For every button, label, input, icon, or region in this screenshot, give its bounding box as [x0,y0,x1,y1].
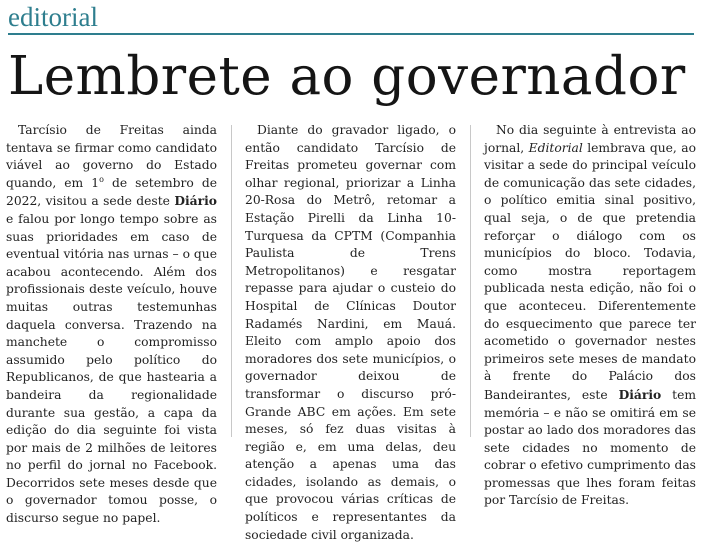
section-rule [8,33,694,35]
article-paragraph [245,122,456,544]
text-run: tem memória – e não se omitirá em se postar ao lado dos moradores das sete cidades no momento de cobrar o efetivo cumprimento das promessas que lhes foram feitas por Tarcísio de Freitas. [484,387,697,508]
text-run: Tarcísio de Freitas ainda tentava se firmar como candidato viável ao governo do Estado quando, em 1 [6,123,217,190]
bold-run: Diário [618,386,662,402]
article-paragraph [484,122,696,510]
section-label: editorial [8,2,98,32]
article-paragraph [6,122,217,528]
text-run: lembrava que, ao visitar a sede do principal veículo de comunicação das sete cidades, o político emitia sinal positivo, qual seja, o de que pretendia reforçar o diálogo com os municípios do bloco. Todavia, como mostra reportagem publicada nesta edição, não foi o que aconteceu. Diferentemente do esquecimento que parece ter acometido o governador nestes primeiros sete meses de mandato à frente do Palácio dos Bandeirantes, este [484,140,696,402]
superscript-run: o [99,174,104,184]
headline: Lembrete ao governador [8,46,686,107]
text-run: de setembro de 2022, visitou a sede deste [6,175,217,209]
article-column-1 [6,122,217,528]
text-run: No dia seguinte à entrevista ao jornal, [484,123,696,155]
column-divider [231,125,232,437]
column-divider [470,125,471,437]
italic-run: Editorial [528,140,583,155]
bold-run: Diário [174,193,217,209]
text-run: Diante do gravador ligado, o então candidato Tarcísio de Freitas prometeu governar com olhar regional, priorizar a Linha 20-Rosa do Metrô, retomar a Estação Pirelli da Linha 10-Turquesa da CPTM (Companhia Paulista de Trens Metropolitanos) e resgatar repasse para ajudar o custeio do Hospital de Clínicas Doutor Radamés Nardini, em Mauá. Eleito com amplo apoio dos moradores dos sete municípios, o governador deixou de transformar o discurso pró-Grande ABC em ações. Em sete meses, só fez duas visitas à região e, em uma delas, deu atenção a apenas uma das cidades, isolando as demais, o que provocou várias críticas de políticos e representantes da sociedade civil organizada. [245,123,456,542]
article-column-2 [245,122,456,544]
article-column-3 [484,122,696,510]
text-run: e falou por longo tempo sobre as suas prioridades em caso de eventual vitória nas urnas – o que acabou acontecendo. Além dos profissionais deste veículo, houve muitas outras testemunhas daquela conversa. Trazendo na manchete o compromisso assumido pelo político do Republicanos, de que hastearia a bandeira da regionalidade durante sua gestão, a capa da edição do dia seguinte foi vista por mais de 2 milhões de leitores no perfil do jornal no Facebook. Decorridos sete meses desde que o governador tomou posse, o discurso segue no papel. [6,211,217,526]
